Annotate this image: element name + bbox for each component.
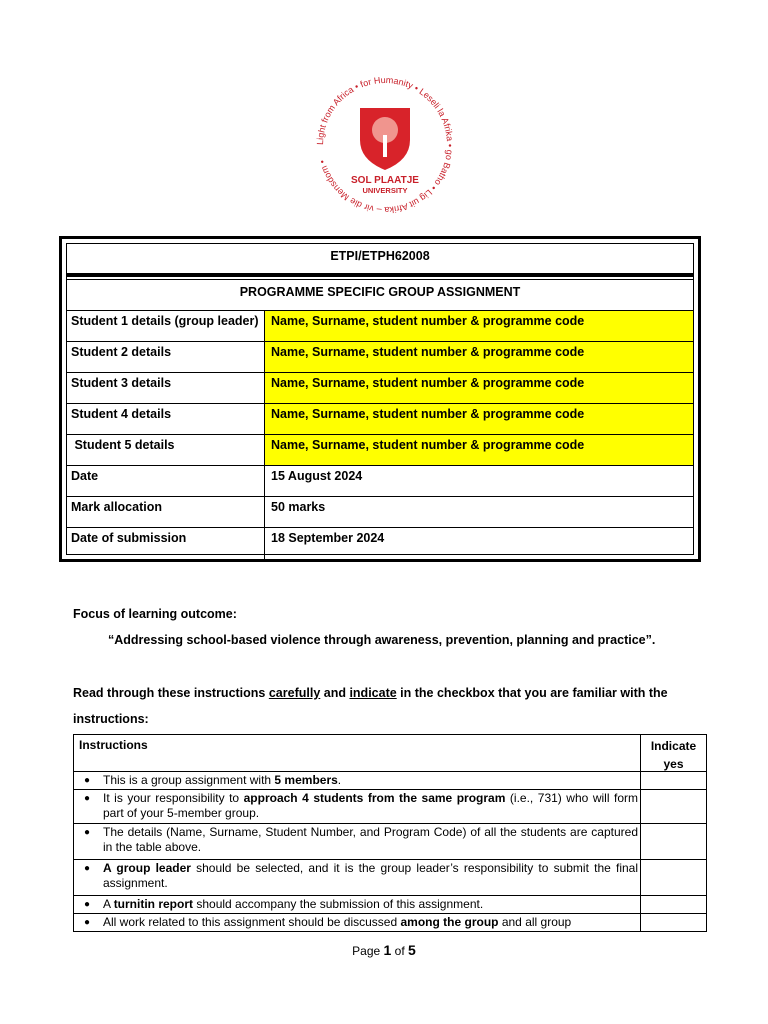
row-value: 18 September 2024 (271, 531, 385, 545)
student-5-row (67, 435, 693, 466)
assignment-title-row (67, 280, 693, 311)
bullet-icon: ● (83, 793, 91, 804)
footer-of-word: of (394, 944, 405, 958)
row-label: Student 3 details (67, 373, 265, 403)
read-instruction-line2: instructions: (73, 712, 149, 726)
row-value[interactable]: Name, Surname, student number & programme code (265, 404, 693, 434)
indicate-checkbox[interactable] (640, 914, 706, 931)
instruction-item-6 (74, 914, 706, 931)
row-label: Student 5 details (67, 435, 265, 465)
instruction-text: The details (Name, Surname, Student Number, and Program Code) of all the students are captured in the table above. (103, 825, 638, 854)
course-code: ETPI/ETPH62008 (330, 249, 430, 263)
student-4-row (67, 404, 693, 435)
footer-page-word: Page (352, 944, 381, 958)
page-footer (0, 942, 768, 958)
instruction-text: It is your responsibility to approach 4 students from the same program (i.e., 731) who will form part of your 5-member group. (103, 791, 638, 820)
focus-heading: Focus of learning outcome: (73, 607, 237, 621)
logo-ring-text: Light from Africa • for Humanity • Leseli la Afrika • go Batho • Lig uit Afrika – vir die Mensdom • (314, 74, 456, 216)
instruction-item-3 (74, 824, 706, 860)
instruction-text: A turnitin report should accompany the submission of this assignment. (103, 897, 484, 911)
bullet-icon: ● (83, 863, 91, 874)
bullet-icon: ● (83, 827, 91, 838)
row-label: Date (67, 466, 265, 496)
instruction-text: A group leader should be selected, and it is the group leader’s responsibility to submit the final assignment. (103, 861, 638, 890)
mark-allocation-row (67, 497, 693, 528)
instruction-item-5 (74, 896, 706, 914)
bullet-icon: ● (83, 775, 91, 786)
instructions-header: Instructions (79, 738, 148, 752)
indicate-header: Indicate yes (640, 735, 706, 771)
student-3-row (67, 373, 693, 404)
student-2-row (67, 342, 693, 373)
instruction-text: All work related to this assignment should be discussed among the group and all group (103, 915, 572, 929)
row-label: Mark allocation (67, 497, 265, 527)
row-value: 50 marks (271, 500, 326, 514)
submission-date-row (67, 528, 693, 560)
assignment-title: PROGRAMME SPECIFIC GROUP ASSIGNMENT (239, 285, 521, 299)
divider-thick (67, 273, 693, 277)
logo-name-line2: UNIVERSITY (362, 186, 408, 195)
footer-page-total: 5 (408, 942, 416, 958)
read-part3: in the checkbox that you are familiar with the (396, 686, 668, 700)
date-row (67, 466, 693, 497)
row-value[interactable]: Name, Surname, student number & programme code (265, 373, 693, 403)
read-instruction-line1 (73, 686, 707, 700)
indicate-checkbox[interactable] (640, 896, 706, 913)
row-value[interactable]: Name, Surname, student number & programme code (265, 342, 693, 372)
read-part2: and (320, 686, 350, 700)
indicate-checkbox[interactable] (640, 790, 706, 823)
university-logo (310, 70, 460, 220)
row-label: Student 1 details (group leader) (67, 311, 265, 341)
read-part1: Read through these instructions (73, 686, 269, 700)
instruction-item-2 (74, 790, 706, 824)
read-indicate: indicate (349, 686, 397, 700)
bullet-icon: ● (83, 899, 91, 910)
instruction-item-4 (74, 860, 706, 896)
cover-details-table (59, 236, 701, 562)
row-value: 15 August 2024 (271, 469, 363, 483)
row-label: Student 4 details (67, 404, 265, 434)
indicate-checkbox[interactable] (640, 824, 706, 859)
focus-quote: “Addressing school-based violence through awareness, prevention, planning and practice”. (108, 633, 656, 647)
indicate-checkbox[interactable] (640, 860, 706, 895)
row-label: Student 2 details (67, 342, 265, 372)
instructions-table (73, 734, 707, 932)
student-1-row (67, 311, 693, 342)
logo-tree-trunk (383, 135, 387, 157)
instructions-header-row (74, 735, 706, 772)
read-carefully: carefully (268, 686, 321, 700)
bullet-icon: ● (83, 917, 91, 928)
row-label: Date of submission (67, 528, 265, 560)
indicate-checkbox[interactable] (640, 772, 706, 789)
instruction-text: This is a group assignment with 5 members. (103, 773, 342, 787)
course-code-row (67, 244, 693, 280)
logo-name-line1: SOL PLAATJE (351, 175, 419, 186)
footer-page-number: 1 (383, 942, 392, 958)
university-seal-icon (310, 70, 460, 220)
instruction-item-1 (74, 772, 706, 790)
row-value[interactable]: Name, Surname, student number & programme code (265, 311, 693, 341)
row-value[interactable]: Name, Surname, student number & programme code (265, 435, 693, 465)
